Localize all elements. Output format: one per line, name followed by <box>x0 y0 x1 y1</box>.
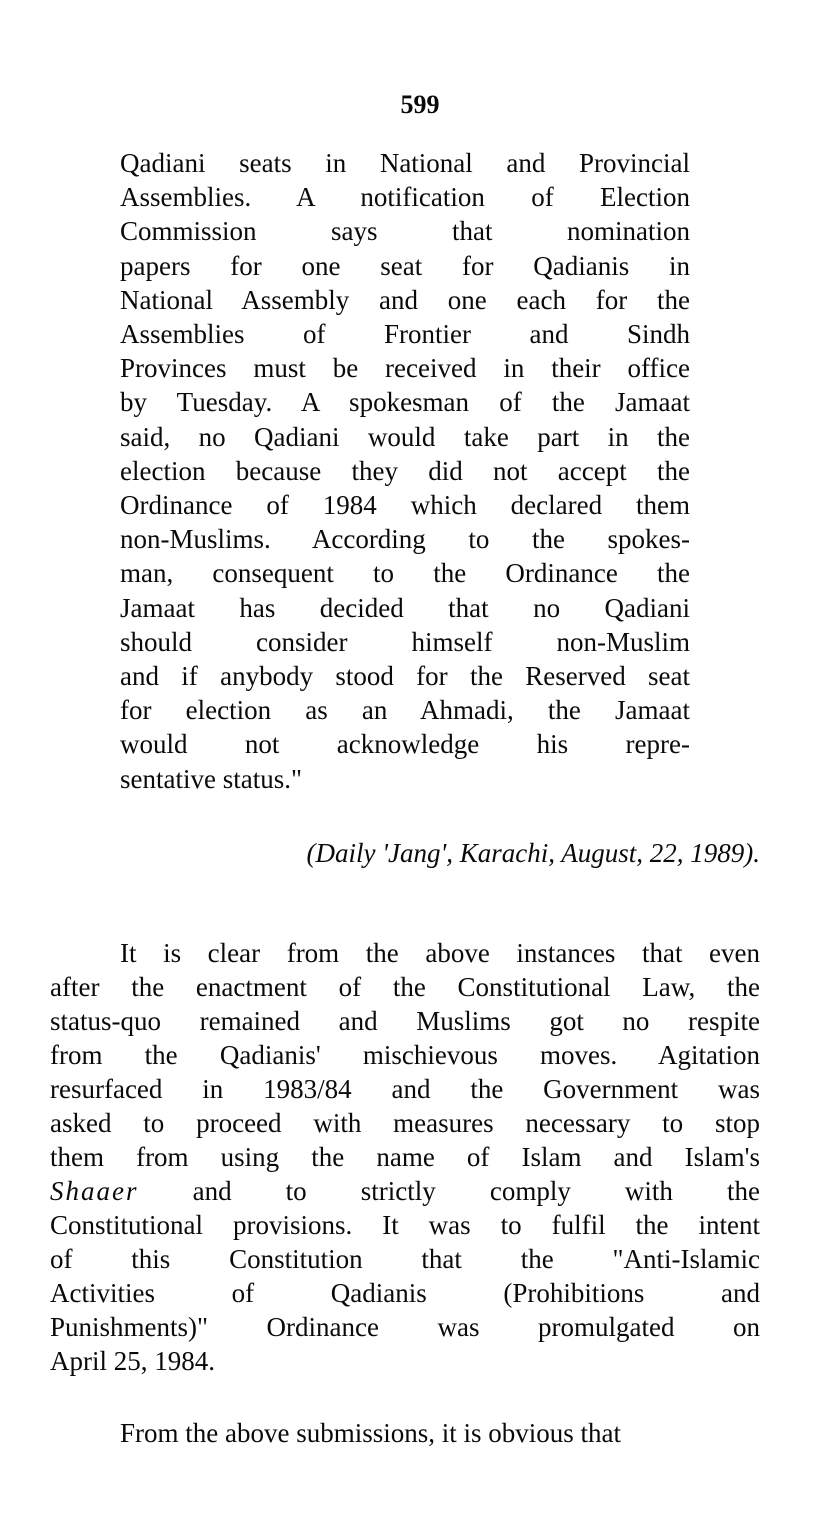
shaaer-term: Shaaer <box>50 1176 139 1206</box>
paragraph-line: them from using the name of Islam and Islam's <box>50 1142 760 1172</box>
quote-line: Qadiani seats in National and Provincial <box>120 148 690 178</box>
paragraph-line: after the enactment of the Constitutional Law, the <box>50 972 760 1002</box>
paragraph-line-rest: and to strictly comply with the <box>192 1176 760 1206</box>
quote-line: Provinces must be received in their office <box>120 353 690 384</box>
paragraph-line: status-quo remained and Muslims got no respite <box>50 1006 760 1036</box>
page-number: 599 <box>400 90 440 119</box>
paragraph-line <box>50 1174 760 1208</box>
quote-line: Jamaat has decided that no Qadiani <box>120 592 690 623</box>
quote-line: papers for one seat for Qadianis in <box>120 250 690 281</box>
paragraph-line: From the above submissions, it is obvious that <box>120 1418 622 1448</box>
quote-line: man, consequent to the Ordinance the <box>120 558 690 589</box>
quoted-news-excerpt <box>120 146 690 796</box>
quote-line: said, no Qadiani would take part in the <box>120 421 690 452</box>
quote-line: and if anybody stood for the Reserved seat <box>120 661 690 692</box>
body-paragraph <box>50 1416 760 1450</box>
quote-line: non-Muslims. According to the spokes- <box>120 524 690 555</box>
paragraph-line: April 25, 1984. <box>50 1346 215 1376</box>
quote-line: Commission says that nomination <box>120 216 690 247</box>
quote-line: election because they did not accept the <box>120 455 690 486</box>
source-citation: (Daily 'Jang', Karachi, August, 22, 1989). <box>306 838 760 868</box>
quote-line: Assemblies of Frontier and Sindh <box>120 319 690 350</box>
paragraph-line: resurfaced in 1983/84 and the Government was <box>50 1074 760 1104</box>
quote-line: National Assembly and one each for the <box>120 284 690 315</box>
paragraph-line: Activities of Qadianis (Prohibitions and <box>50 1278 760 1308</box>
paragraph-line: of this Constitution that the "Anti-Islamic <box>50 1244 760 1274</box>
body-paragraph <box>50 936 760 1378</box>
paragraph-line: Constitutional provisions. It was to fulfil the intent <box>50 1210 760 1240</box>
paragraph-line: asked to proceed with measures necessary to stop <box>50 1108 760 1138</box>
quote-line: sentative status." <box>120 763 302 794</box>
paragraph-line: from the Qadianis' mischievous moves. Agitation <box>50 1040 760 1070</box>
quote-line: by Tuesday. A spokesman of the Jamaat <box>120 387 690 418</box>
quote-line: Assemblies. A notification of Election <box>120 182 690 213</box>
paragraph-line: Punishments)" Ordinance was promulgated on <box>50 1312 760 1342</box>
quote-line: should consider himself non-Muslim <box>120 626 690 657</box>
quote-line: would not acknowledge his repre- <box>120 729 690 760</box>
quote-line: for election as an Ahmadi, the Jamaat <box>120 695 690 726</box>
paragraph-line: It is clear from the above instances that even <box>120 938 760 968</box>
quote-line: Ordinance of 1984 which declared them <box>120 490 690 521</box>
